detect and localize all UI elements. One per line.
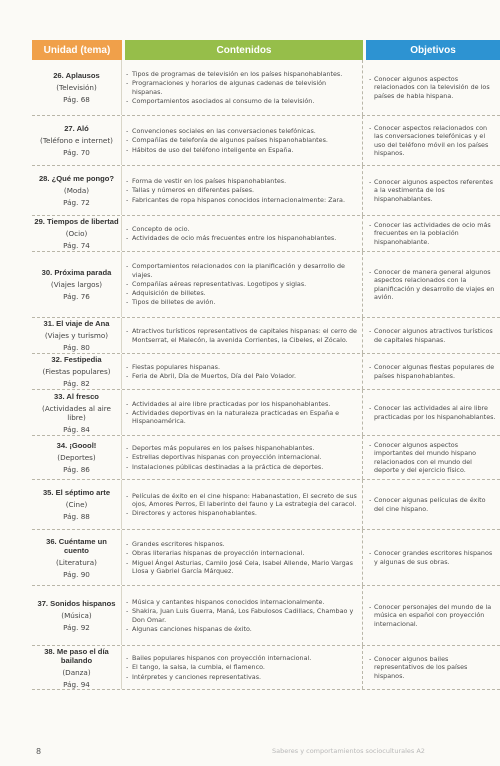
objectives-cell xyxy=(363,60,500,115)
contents-cell xyxy=(122,166,363,215)
unit-page: Pág. 86 xyxy=(63,465,90,474)
contents-cell xyxy=(122,480,363,529)
contents-item: - Programaciones y horarios de algunas cadenas de televisión hispanas. xyxy=(126,79,358,95)
contents-list xyxy=(126,176,358,205)
unit-cell xyxy=(32,252,122,317)
table-row xyxy=(32,216,500,252)
unit-page: Pág. 92 xyxy=(63,623,90,632)
unit-title: 35. El séptimo arte xyxy=(42,488,111,497)
unit-title: 26. Aplausos xyxy=(53,71,100,80)
contents-item: - Grandes escritores hispanos. xyxy=(126,540,358,548)
unit-cell xyxy=(32,166,122,215)
objective-text: - Conocer algunos bailes representativos de los países hispanos. xyxy=(369,655,496,680)
objective-text: - Conocer algunos aspectos referentes a la vestimenta de los hispanohablantes. xyxy=(369,178,496,203)
contents-item: - Compañías de telefonía de algunos países hispanohablantes. xyxy=(126,136,358,144)
header-objectives: Objetivos xyxy=(366,40,500,60)
header-unit: Unidad (tema) xyxy=(32,40,122,60)
contents-item: - El tango, la salsa, la cumbia, el flamenco. xyxy=(126,663,358,671)
unit-subtitle: (Fiestas populares) xyxy=(42,367,111,376)
table-row xyxy=(32,354,500,390)
contents-item: - Miguel Ángel Asturias, Camilo José Cela, Isabel Allende, Mario Vargas Llosa y Gabriel García Márquez. xyxy=(126,559,358,575)
contents-item: - Estrellas deportivas hispanas con proyección internacional. xyxy=(126,453,358,461)
unit-title: 37. Sonidos hispanos xyxy=(37,599,116,608)
unit-page: Pág. 82 xyxy=(63,379,90,388)
objective-text: - Conocer las actividades al aire libre practicadas por los hispanohablantes. xyxy=(369,404,496,420)
unit-page: Pág. 88 xyxy=(63,512,90,521)
objective-text: - Conocer algunos aspectos relacionados con la televisión de los países de habla hispana. xyxy=(369,75,496,100)
unit-subtitle: (Viajes largos) xyxy=(50,280,103,289)
unit-page: Pág. 94 xyxy=(63,679,90,689)
contents-item: - Instalaciones públicas destinadas a la práctica de deportes. xyxy=(126,463,358,471)
unit-page: Pág. 80 xyxy=(63,343,90,352)
objectives-cell xyxy=(363,530,500,585)
unit-subtitle: (Ocio) xyxy=(65,229,88,238)
contents-item: - Bailes populares hispanos con proyección internacional. xyxy=(126,654,358,662)
contents-list xyxy=(126,362,358,381)
table-row xyxy=(32,318,500,354)
unit-subtitle: (Actividades al aire libre) xyxy=(42,403,111,422)
table-header xyxy=(32,40,500,60)
contents-item: - Películas de éxito en el cine hispano: Habanastation, El secreto de sus ojos, Amores Perros, El laberinto del fauno y La estrategia del caracol. xyxy=(126,492,358,508)
unit-title: 33. Al fresco xyxy=(54,391,99,401)
objective-text: - Conocer las actividades de ocio más frecuentes en la población hispanohablante. xyxy=(369,221,496,246)
contents-list xyxy=(126,326,358,344)
contents-list xyxy=(126,69,358,106)
unit-title: 36. Cuéntame un cuento xyxy=(46,536,107,555)
contents-list xyxy=(126,126,358,155)
header-contents: Contenidos xyxy=(125,40,363,60)
contents-list xyxy=(126,539,358,576)
unit-cell xyxy=(32,646,122,689)
unit-title: 30. Próxima parada xyxy=(41,268,112,277)
objectives-cell xyxy=(363,646,500,689)
contents-item: - Actividades deportivas en la naturaleza practicadas en España e Hispanoamérica. xyxy=(126,409,358,425)
contents-list xyxy=(126,443,358,472)
contents-item: - Fabricantes de ropa hispanos conocidos internacionalmente: Zara. xyxy=(126,196,358,204)
contents-cell xyxy=(122,318,363,353)
unit-page: Pág. 70 xyxy=(63,148,90,157)
page-number: 8 xyxy=(36,747,42,756)
contents-cell xyxy=(122,60,363,115)
unit-subtitle: (Viajes y turismo) xyxy=(44,331,109,340)
table-row xyxy=(32,60,500,116)
contents-item: - Algunas canciones hispanas de éxito. xyxy=(126,625,358,633)
unit-cell xyxy=(32,116,122,165)
unit-cell xyxy=(32,60,122,115)
contents-item: - Tipos de billetes de avión. xyxy=(126,298,358,306)
unit-cell xyxy=(32,390,122,435)
unit-page: Pág. 72 xyxy=(63,198,90,207)
contents-list xyxy=(126,597,358,634)
objective-text: - Conocer algunos aspectos importantes del mundo hispano relacionados con el mundo del deporte y del ejercicio físico. xyxy=(369,441,496,474)
contents-item: - Shakira, Juan Luis Guerra, Maná, Los Fabulosos Cadillacs, Chambao y Don Omar. xyxy=(126,607,358,623)
syllabus-table xyxy=(32,40,500,690)
contents-item: - Fiestas populares hispanas. xyxy=(126,363,358,371)
objectives-cell xyxy=(363,318,500,353)
unit-title: 28. ¿Qué me pongo? xyxy=(38,174,115,183)
objective-text: - Conocer algunas fiestas populares de países hispanohablantes. xyxy=(369,363,496,379)
contents-cell xyxy=(122,586,363,645)
contents-item: - Directores y actores hispanohablantes. xyxy=(126,509,358,517)
unit-subtitle: (Deportes) xyxy=(57,453,96,462)
contents-cell xyxy=(122,530,363,585)
unit-title: 27. Aló xyxy=(64,124,89,133)
unit-subtitle: (Teléfono e internet) xyxy=(40,136,113,145)
contents-item: - Atractivos turísticos representativos de capitales hispanas: el cerro de Montserrat, el Malecón, la avenida Corrientes, la Cibeles, el Zócalo. xyxy=(126,327,358,343)
contents-item: - Forma de vestir en los países hispanohablantes. xyxy=(126,177,358,185)
objectives-cell xyxy=(363,252,500,317)
contents-item: - Comportamientos relacionados con la planificación y desarrollo de viajes. xyxy=(126,262,358,278)
contents-list xyxy=(126,261,358,307)
table-row xyxy=(32,436,500,480)
objective-text: - Conocer algunas películas de éxito del cine hispano. xyxy=(369,496,496,512)
unit-cell xyxy=(32,480,122,529)
contents-cell xyxy=(122,390,363,435)
objectives-cell xyxy=(363,586,500,645)
table-row xyxy=(32,390,500,436)
contents-item: - Hábitos de uso del teléfono inteligente en España. xyxy=(126,146,358,154)
contents-item: - Tipos de programas de televisión en los países hispanohablantes. xyxy=(126,70,358,78)
unit-cell xyxy=(32,530,122,585)
contents-item: - Obras literarias hispanas de proyección internacional. xyxy=(126,549,358,557)
contents-item: - Actividades al aire libre practicadas por los hispanohablantes. xyxy=(126,400,358,408)
objectives-cell xyxy=(363,390,500,435)
contents-item: - Adquisición de billetes. xyxy=(126,289,358,297)
unit-cell xyxy=(32,354,122,389)
unit-cell xyxy=(32,586,122,645)
contents-item: - Música y cantantes hispanos conocidos internacionalmente. xyxy=(126,598,358,606)
table-row xyxy=(32,480,500,530)
unit-subtitle: (Literatura) xyxy=(56,557,97,567)
objectives-cell xyxy=(363,436,500,479)
unit-cell xyxy=(32,436,122,479)
unit-page: Pág. 76 xyxy=(63,292,90,301)
unit-page: Pág. 74 xyxy=(63,241,90,250)
footer-text: Saberes y comportamientos socioculturales A2 xyxy=(272,747,425,755)
contents-item: - Intérpretes y canciones representativas. xyxy=(126,673,358,681)
contents-item: - Feria de Abril, Día de Muertos, Día del Palo Volador. xyxy=(126,372,358,380)
objective-text: - Conocer grandes escritores hispanos y algunas de sus obras. xyxy=(369,549,496,565)
objective-text: - Conocer algunos atractivos turísticos de capitales hispanas. xyxy=(369,327,496,343)
unit-page: Pág. 90 xyxy=(63,569,90,579)
contents-list xyxy=(126,399,358,427)
table-row xyxy=(32,646,500,690)
contents-list xyxy=(126,653,358,682)
objectives-cell xyxy=(363,116,500,165)
unit-title: 34. ¡Goool! xyxy=(56,441,97,450)
objective-text: - Conocer de manera general algunos aspectos relacionados con la planificación y desarrollo de viajes en avión. xyxy=(369,268,496,301)
table-row xyxy=(32,252,500,318)
contents-item: - Compañías aéreas representativas. Logotipos y siglas. xyxy=(126,280,358,288)
table-row xyxy=(32,530,500,586)
unit-subtitle: (Cine) xyxy=(65,500,88,509)
objectives-cell xyxy=(363,216,500,251)
unit-title: 38. Me paso el día bailando xyxy=(44,646,109,665)
contents-cell xyxy=(122,252,363,317)
contents-cell xyxy=(122,116,363,165)
contents-list xyxy=(126,491,358,519)
contents-item: - Deportes más populares en los países hispanohablantes. xyxy=(126,444,358,452)
unit-subtitle: (Danza) xyxy=(62,667,91,677)
contents-item: - Concepto de ocio. xyxy=(126,225,358,233)
objective-text: - Conocer aspectos relacionados con las conversaciones telefónicas y el uso del teléfono móvil en los países hispanos. xyxy=(369,124,496,157)
table-row xyxy=(32,116,500,166)
objective-text: - Conocer personajes del mundo de la música en español con proyección internacional. xyxy=(369,603,496,628)
contents-cell xyxy=(122,436,363,479)
unit-page: Pág. 68 xyxy=(63,95,90,104)
contents-item: - Actividades de ocio más frecuentes entre los hispanohablantes. xyxy=(126,234,358,242)
unit-title: 31. El viaje de Ana xyxy=(43,319,110,328)
unit-cell xyxy=(32,318,122,353)
table-body xyxy=(32,60,500,690)
unit-subtitle: (Moda) xyxy=(63,186,90,195)
contents-cell xyxy=(122,354,363,389)
contents-list xyxy=(126,224,358,243)
unit-title: 29. Tiempos de libertad xyxy=(34,217,119,226)
contents-cell xyxy=(122,646,363,689)
table-row xyxy=(32,166,500,216)
contents-cell xyxy=(122,216,363,251)
objectives-cell xyxy=(363,480,500,529)
unit-subtitle: (Música) xyxy=(61,611,92,620)
unit-subtitle: (Televisión) xyxy=(56,83,97,92)
table-row xyxy=(32,586,500,646)
unit-page: Pág. 84 xyxy=(63,424,90,434)
contents-item: - Convenciones sociales en las conversaciones telefónicas. xyxy=(126,127,358,135)
unit-title: 32. Festipedia xyxy=(51,355,102,364)
objectives-cell xyxy=(363,166,500,215)
unit-cell xyxy=(32,216,122,251)
contents-item: - Tallas y números en diferentes países. xyxy=(126,186,358,194)
contents-item: - Comportamientos asociados al consumo de la televisión. xyxy=(126,97,358,105)
objectives-cell xyxy=(363,354,500,389)
